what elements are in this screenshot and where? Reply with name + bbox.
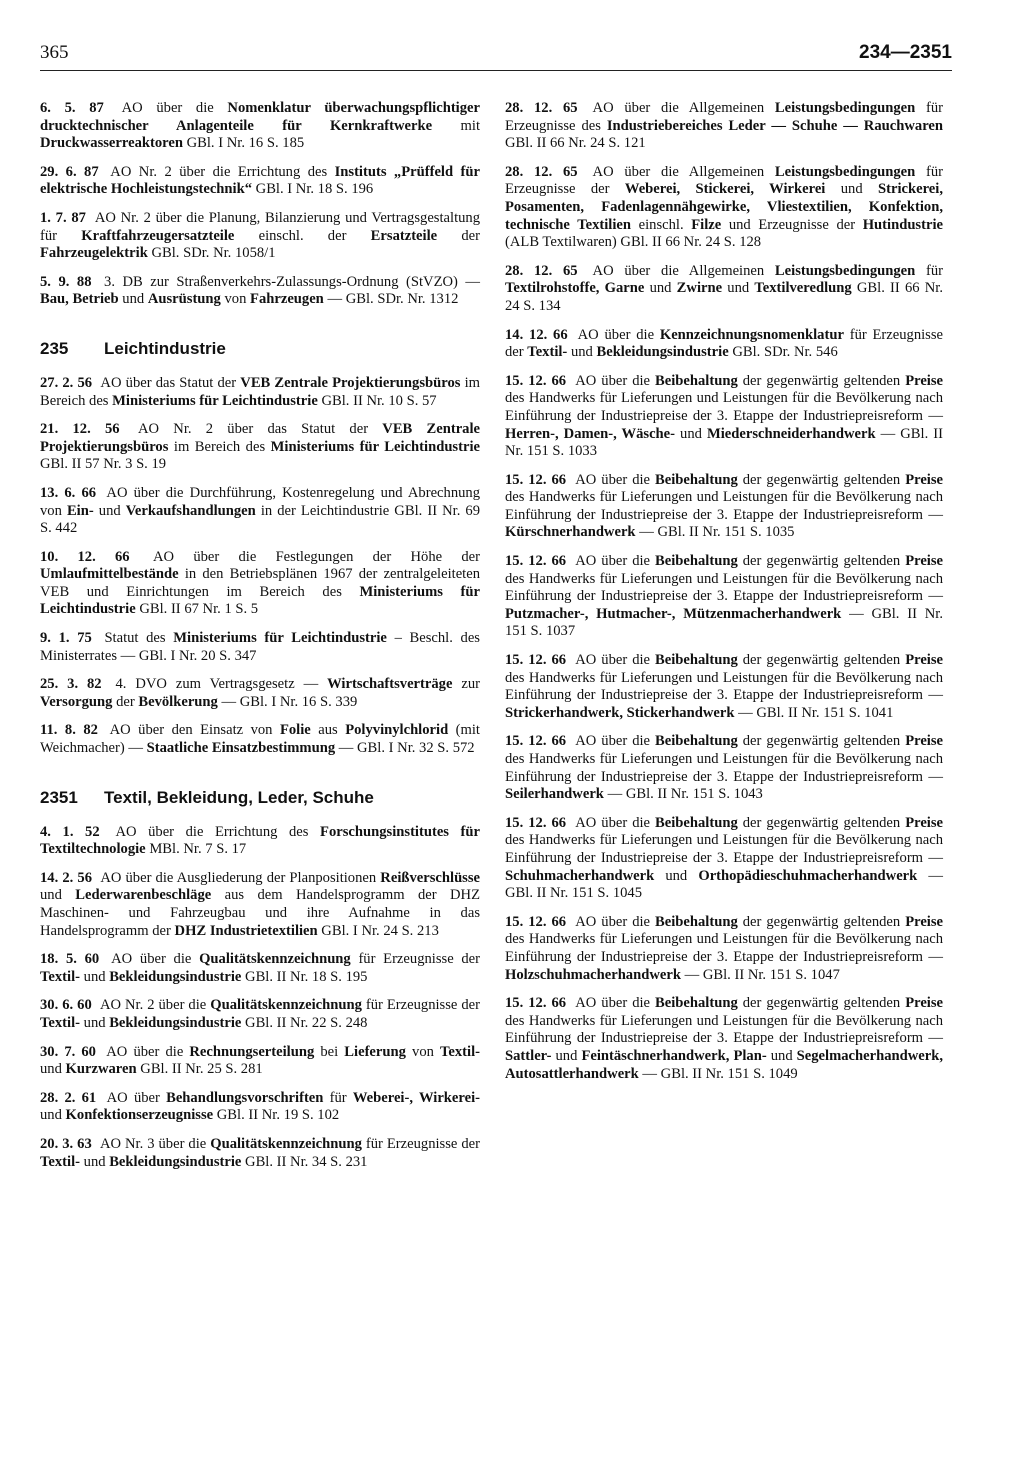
entry-date: 1. 7. 87	[40, 209, 86, 226]
entry-keyword: Beibehaltung	[655, 372, 738, 389]
entry-date: 11. 8. 82	[40, 722, 98, 739]
entry-keyword: Folie	[279, 722, 311, 739]
entry-keyword: Bekleidungsindustrie	[596, 344, 729, 361]
entry-text: — GBl. SDr. Nr. 1312	[323, 291, 459, 308]
entry-keyword: Textil-	[440, 1043, 480, 1060]
entry-text: des Handwerks für Lieferungen und Leistungen für die Bevölkerung nach Einführung der Industriepreise der 3. Etappe der Industriepreisreform —	[505, 931, 943, 965]
entry-text: einschl.	[631, 216, 692, 233]
entry-text: AO über das Statut der	[100, 374, 241, 391]
entry-keyword: Schuhmacherhandwerk	[505, 867, 655, 884]
entry-keyword: Orthopädieschuhmacherhandwerk	[698, 867, 918, 884]
entry-text: — GBl. II Nr. 151 S. 1035	[635, 524, 795, 541]
section-number: 2351	[40, 787, 78, 807]
entry-text: GBl. SDr. Nr. 546	[728, 344, 838, 361]
entry-text: — GBl. II Nr. 151 S. 1049	[638, 1065, 798, 1082]
entry-text: und	[551, 1047, 582, 1064]
entry-text: in der Leichtindustrie GBl. II Nr. 69 S. 442	[40, 502, 481, 537]
entry-text: AO über die	[111, 951, 200, 968]
entry-text: AO über die	[575, 553, 656, 570]
register-entry	[40, 1044, 480, 1079]
entry-date: 25. 3. 82	[40, 676, 102, 693]
entry-keyword: Segelmacherhandwerk, Autosattlerhandwerk	[505, 1047, 943, 1082]
entry-date: 15. 12. 66	[505, 471, 567, 488]
entry-keyword: Preise	[905, 372, 944, 389]
page-header	[40, 42, 952, 72]
entry-text: von	[220, 291, 251, 308]
section-code: 234—2351	[859, 42, 952, 63]
entry-text: der gegenwärtig geltenden	[737, 733, 906, 750]
entry-keyword: Textilveredlung	[754, 280, 852, 297]
section-title: Leichtindustrie	[104, 338, 226, 358]
entry-keyword: Filze	[691, 216, 722, 233]
entry-keyword: Textilrohstoffe, Garne	[505, 280, 645, 297]
entry-text: AO über	[106, 1089, 167, 1106]
entry-keyword: Bekleidungsindustrie	[109, 1153, 242, 1170]
entry-text: AO über die Allgemeinen	[592, 262, 775, 279]
entry-keyword: Industriebereiches Leder — Schuhe — Rauchwaren	[606, 117, 943, 134]
entry-text: — GBl. II Nr. 151 S. 1047	[680, 966, 840, 983]
entry-text: GBl. II 57 Nr. 3 S. 19	[40, 456, 167, 473]
entry-text: AO über den Einsatz von	[109, 722, 280, 739]
entry-keyword: Textil-	[40, 1014, 80, 1031]
entry-date: 29. 6. 87	[40, 163, 99, 180]
register-entry	[40, 997, 480, 1032]
register-entry	[40, 870, 480, 940]
entry-date: 15. 12. 66	[505, 733, 567, 750]
entry-text: AO über die Errichtung des	[115, 823, 321, 840]
register-entry	[40, 1090, 480, 1125]
entry-text: und	[567, 344, 597, 361]
entry-date: 21. 12. 56	[40, 421, 120, 438]
entry-text: — GBl. II Nr. 151 S. 1043	[603, 786, 763, 803]
entry-keyword: Bekleidungsindustrie	[109, 1014, 242, 1031]
entry-keyword: Preise	[905, 471, 944, 488]
entry-keyword: Qualitätskennzeichnung	[210, 997, 362, 1014]
section-heading	[40, 339, 480, 363]
entry-text: in den Betriebsplänen 1967 der zentralgeleiteten VEB und Einrichtungen im Bereich des	[40, 566, 480, 600]
entry-keyword: Ministeriums für Leichtindustrie	[112, 392, 318, 409]
entry-text: des Handwerks für Lieferungen und Leistungen für die Bevölkerung nach Einführung der Industriepreise der 3. Etappe der Industriepreisreform —	[505, 390, 943, 424]
entry-keyword: Bevölkerung	[138, 693, 218, 710]
entry-keyword: Hutindustrie	[862, 216, 943, 233]
register-entry	[505, 164, 943, 252]
entry-text: und	[40, 1107, 66, 1124]
register-entry	[505, 100, 943, 153]
entry-date: 15. 12. 66	[505, 814, 567, 831]
entry-text: AO über die	[121, 100, 228, 116]
entry-text: GBl. II 66 Nr. 24 S. 134	[505, 280, 944, 314]
register-entry	[505, 553, 943, 641]
entry-keyword: Ministeriums für Leichtindustrie	[173, 630, 387, 647]
entry-text: des Handwerks für Lieferungen und Leistungen für die Bevölkerung nach Einführung der Industriepreise der 3. Etappe der Industriepreisreform —	[505, 1012, 943, 1047]
entry-keyword: Beibehaltung	[655, 652, 738, 669]
entry-keyword: Bau, Betrieb	[40, 291, 119, 308]
entry-keyword: Lieferung	[344, 1043, 406, 1060]
entry-text: AO über die Festlegungen der Höhe der	[153, 548, 480, 565]
entry-text: AO über die	[575, 471, 656, 488]
entry-keyword: Druckwasserreaktoren	[40, 135, 183, 152]
entry-text: AO Nr. 2 über die Errichtung des	[110, 163, 335, 180]
entry-text: GBl. II Nr. 18 S. 195	[241, 968, 368, 985]
entry-text: des Handwerks für Lieferungen und Leistungen für die Bevölkerung nach Einführung der Industriepreise der 3. Etappe der Industriepreisreform —	[505, 489, 943, 523]
entry-date: 15. 12. 66	[505, 652, 567, 669]
entry-text: und	[80, 1014, 110, 1031]
register-entry	[40, 549, 480, 619]
entry-text: GBl. SDr. Nr. 1058/1	[147, 245, 276, 262]
entry-text: — GBl. I Nr. 16 S. 339	[217, 693, 358, 710]
register-entry	[505, 815, 943, 903]
register-entry	[40, 676, 480, 711]
entry-keyword: Feintäschnerhandwerk, Plan-	[581, 1047, 767, 1064]
register-entry	[505, 914, 943, 984]
section-number: 235	[40, 338, 69, 358]
entry-text: der gegenwärtig geltenden	[737, 372, 906, 389]
entry-text: — GBl. II Nr. 151 S. 1033	[505, 425, 943, 460]
entry-keyword: Lederwarenbeschläge	[75, 887, 212, 904]
entry-keyword: Textil-	[40, 968, 80, 985]
entry-date: 28. 2. 61	[40, 1089, 97, 1106]
entry-text: im Bereich des	[40, 374, 481, 409]
entry-keyword: Zwirne	[676, 280, 723, 297]
entry-keyword: Beibehaltung	[655, 733, 738, 750]
entry-keyword: Textil-	[40, 1153, 80, 1170]
entry-text: AO über die	[575, 733, 656, 750]
entry-keyword: Staatliche Einsatzbestimmung	[146, 740, 336, 757]
register-entry	[505, 327, 943, 362]
entry-text: für	[323, 1089, 353, 1106]
entry-keyword: Fahrzeugelektrik	[40, 245, 148, 262]
entry-keyword: Strickerei, Posamenten, Fadenlagennähgewirke, Vliestextilien, Konfektion, technische Textilien	[505, 181, 943, 233]
entry-date: 28. 12. 65	[505, 100, 578, 116]
entry-text: AO Nr. 2 über die Planung, Bilanzierung und Vertragsgestaltung für	[40, 209, 481, 244]
entry-keyword: Fahrzeugen	[250, 291, 324, 308]
entry-keyword: Konfektionserzeugnisse	[65, 1107, 214, 1124]
entry-date: 13. 6. 66	[40, 484, 97, 501]
entry-date: 30. 7. 60	[40, 1043, 96, 1060]
entry-keyword: Ministeriums für Leichtindustrie	[270, 438, 480, 455]
entry-text: des Handwerks für Lieferungen und Leistungen für die Bevölkerung nach Einführung der Industriepreise der 3. Etappe der Industriepreisreform —	[505, 669, 943, 704]
entry-keyword: Beibehaltung	[655, 814, 738, 831]
entry-keyword: Kennzeichnungsnomenklatur	[659, 326, 844, 343]
entry-text: aus	[310, 722, 346, 739]
entry-keyword: Putzmacher-, Hutmacher-, Mützenmacherhandwerk	[505, 605, 842, 622]
entry-date: 9. 1. 75	[40, 630, 92, 647]
entry-text: der gegenwärtig geltenden	[737, 913, 906, 930]
register-entry	[40, 274, 480, 309]
entry-text: AO über die Durchführung, Kostenregelung und Abrechnung von	[40, 484, 481, 519]
entry-date: 27. 2. 56	[40, 374, 93, 391]
entry-keyword: Qualitätskennzeichnung	[199, 951, 351, 968]
entry-date: 15. 12. 66	[505, 372, 567, 389]
entry-text: der gegenwärtig geltenden	[737, 471, 906, 488]
register-entry	[40, 1136, 480, 1171]
register-entry	[40, 100, 480, 153]
entry-keyword: Ein-	[66, 502, 94, 519]
section-heading	[40, 788, 480, 812]
entry-keyword: Beibehaltung	[655, 553, 738, 570]
entry-text: — GBl. II Nr. 151 S. 1041	[734, 704, 894, 721]
entry-text: MBl. Nr. 7 S. 17	[145, 841, 247, 858]
entry-text: der gegenwärtig geltenden	[737, 553, 906, 570]
entry-text: zur	[452, 676, 480, 693]
entry-date: 5. 9. 88	[40, 273, 92, 290]
entry-text: im Bereich des	[168, 438, 271, 455]
entry-text: AO über die	[575, 814, 656, 831]
left-column	[40, 100, 480, 1171]
entry-keyword: Preise	[905, 814, 944, 831]
entry-text: der	[112, 693, 139, 710]
entry-keyword: VEB Zentrale Projektierungsbüros	[240, 374, 461, 391]
entry-keyword: Textil-	[527, 344, 568, 361]
entry-text: AO über die Allgemeinen	[592, 163, 775, 180]
entry-keyword: Preise	[905, 995, 944, 1012]
entry-text: des Handwerks für Lieferungen und Leistungen für die Bevölkerung nach Einführung der Industriepreise der 3. Etappe der Industriepreisreform —	[505, 832, 943, 866]
entry-text: für Erzeugnisse des	[505, 100, 944, 134]
register-entry	[505, 995, 943, 1083]
register-entry	[40, 485, 480, 538]
entry-text: — GBl. II Nr. 151 S. 1037	[505, 605, 943, 640]
entry-text: und	[766, 1047, 797, 1064]
entry-text: (ALB Textilwaren) GBl. II 66 Nr. 24 S. 128	[505, 234, 762, 251]
register-entry	[505, 472, 943, 542]
entry-text: von	[405, 1043, 440, 1060]
entry-text: und Erzeugnisse der	[721, 216, 863, 233]
entry-text: und	[825, 181, 879, 198]
entry-text: und	[654, 867, 699, 884]
entry-text: AO über die	[575, 995, 656, 1012]
page-number: 365	[40, 42, 69, 63]
entry-text: für Erzeugnisse der	[350, 951, 481, 968]
entry-keyword: Kraftfahrzeugersatzteile	[81, 227, 235, 244]
entry-text: der gegenwärtig geltenden	[737, 995, 906, 1012]
entry-text: für Erzeugnisse der	[505, 163, 944, 198]
entry-text: GBl. I Nr. 24 S. 213	[317, 922, 439, 939]
right-column	[505, 100, 943, 1083]
entry-text: und	[722, 280, 755, 297]
entry-keyword: Polyvinylchlorid	[345, 722, 449, 739]
entry-date: 4. 1. 52	[40, 823, 100, 840]
entry-keyword: Ausrüstung	[147, 291, 221, 308]
register-entry	[505, 373, 943, 461]
entry-text: GBl. II 66 Nr. 24 S. 121	[505, 135, 646, 152]
entry-text: und	[93, 502, 126, 519]
entry-keyword: Versorgung	[40, 693, 113, 710]
entry-keyword: Kurzwaren	[65, 1061, 137, 1078]
register-entry	[40, 210, 480, 263]
entry-text: der gegenwärtig geltenden	[737, 814, 906, 831]
entry-text: und	[80, 1153, 110, 1170]
entry-text: – Beschl. des Ministerrates — GBl. I Nr. 20 S. 347	[40, 630, 480, 664]
entry-keyword: Leistungsbedingungen	[774, 100, 916, 116]
entry-date: 15. 12. 66	[505, 913, 567, 930]
entry-text: AO über die	[575, 652, 656, 669]
entry-text: AO über die	[575, 913, 656, 930]
entry-keyword: Verkaufshandlungen	[125, 502, 256, 519]
entry-keyword: Preise	[905, 553, 944, 570]
entry-keyword: Preise	[905, 913, 944, 930]
entry-text: der gegenwärtig geltenden	[737, 652, 906, 669]
entry-text: für	[915, 262, 944, 279]
entry-keyword: Beibehaltung	[655, 913, 738, 930]
entry-date: 15. 12. 66	[505, 553, 567, 570]
entry-text: GBl. II Nr. 25 S. 281	[136, 1061, 263, 1078]
entry-keyword: Holzschuhmacherhandwerk	[505, 966, 681, 983]
entry-text: und	[40, 1061, 66, 1078]
entry-date: 15. 12. 66	[505, 995, 567, 1012]
entry-keyword: Beibehaltung	[655, 471, 738, 488]
section-title: Textil, Bekleidung, Leder, Schuhe	[104, 787, 374, 807]
entry-date: 14. 12. 66	[505, 326, 568, 343]
entry-keyword: Ersatzteile	[370, 227, 438, 244]
entry-text: Statut des	[104, 630, 174, 647]
entry-keyword: Bekleidungsindustrie	[109, 968, 242, 985]
entry-date: 28. 12. 65	[505, 163, 578, 180]
entry-keyword: Leistungsbedingungen	[774, 163, 916, 180]
entry-date: 6. 5. 87	[40, 100, 104, 116]
entry-keyword: Ministeriums für Leichtindustrie	[40, 583, 480, 618]
register-entry	[505, 263, 943, 316]
entry-keyword: Herren-, Damen-, Wäsche-	[505, 425, 676, 442]
entry-keyword: Umlaufmittelbestände	[40, 566, 179, 583]
entry-text: 3. DB zur Straßenverkehrs-Zulassungs-Ordnung (StVZO) —	[104, 273, 481, 290]
register-entry	[40, 375, 480, 410]
entry-keyword: Rechnungserteilung	[189, 1043, 315, 1060]
entry-date: 20. 3. 63	[40, 1135, 92, 1152]
entry-text: einschl. der	[234, 227, 371, 244]
entry-text: — GBl. II Nr. 151 S. 1045	[505, 867, 943, 902]
entry-keyword: Qualitätskennzeichnung	[210, 1135, 362, 1152]
register-entry	[505, 733, 943, 803]
entry-text: GBl. II Nr. 22 S. 248	[241, 1014, 368, 1031]
entry-text: der	[437, 227, 480, 244]
register-entry	[40, 951, 480, 986]
entry-keyword: Nomenklatur überwachungspflichtiger drucktechnischer Anlagenteile für Kernkraftwerke	[40, 100, 480, 134]
entry-text: GBl. II Nr. 19 S. 102	[213, 1107, 340, 1124]
entry-date: 14. 2. 56	[40, 869, 92, 886]
register-entry	[40, 421, 480, 474]
entry-keyword: Miederschneiderhandwerk	[706, 425, 876, 442]
entry-keyword: Weberei-, Wirkerei-	[352, 1089, 481, 1106]
entry-text: bei	[314, 1043, 345, 1060]
entry-text: für Erzeugnisse der	[361, 1135, 481, 1152]
entry-text: und	[675, 425, 707, 442]
entry-keyword: Seilerhandwerk	[505, 786, 604, 803]
entry-text: AO Nr. 2 über das Statut der	[137, 421, 383, 438]
entry-keyword: Weberei, Stickerei, Wirkerei	[624, 181, 826, 198]
entry-text: GBl. I Nr. 18 S. 196	[252, 181, 374, 198]
entry-keyword: DHZ Industrietextilien	[174, 922, 318, 939]
entry-keyword: Leistungsbedingungen	[774, 262, 916, 279]
entry-text: AO über die	[106, 1043, 190, 1060]
entry-text: des Handwerks für Lieferungen und Leistungen für die Bevölkerung nach Einführung der Industriepreise der 3. Etappe der Industriepreisreform —	[505, 751, 943, 785]
entry-text: und	[644, 280, 677, 297]
entry-text: GBl. II Nr. 34 S. 231	[241, 1153, 368, 1170]
entry-text: AO über die	[577, 326, 660, 343]
entry-text: des Handwerks für Lieferungen und Leistungen für die Bevölkerung nach Einführung der Industriepreise der 3. Etappe der Industriepreisreform —	[505, 570, 943, 605]
entry-keyword: Behandlungsvorschriften	[166, 1089, 324, 1106]
entry-text: GBl. II Nr. 10 S. 57	[317, 392, 437, 409]
header-rule	[40, 70, 952, 71]
entry-keyword: Wirtschaftsverträge	[327, 676, 453, 693]
register-entry	[40, 824, 480, 859]
entry-keyword: Beibehaltung	[655, 995, 738, 1012]
entry-text: und	[40, 887, 76, 904]
entry-date: 30. 6. 60	[40, 997, 92, 1014]
entry-keyword: Preise	[905, 733, 944, 750]
entry-text: AO Nr. 3 über die	[99, 1135, 211, 1152]
entry-text: (mit Weichmacher) —	[40, 722, 480, 757]
register-entry	[40, 164, 480, 199]
entry-text: AO Nr. 2 über die	[99, 997, 211, 1014]
entry-keyword: Reißverschlüsse	[380, 869, 481, 886]
entry-text: — GBl. I Nr. 32 S. 572	[335, 740, 475, 757]
entry-text: für Erzeugnisse der	[361, 997, 481, 1014]
entry-keyword: Instituts „Prüffeld für elektrische Hochleistungstechnik“	[40, 163, 480, 198]
register-entry	[505, 652, 943, 722]
entry-text: und	[80, 968, 110, 985]
entry-text: AO über die Allgemeinen	[592, 100, 775, 116]
entry-text: für Erzeugnisse der	[505, 326, 944, 361]
entry-text: aus dem Handelsprogramm der DHZ Maschinen- und Fahrzeugbau und ihre Aufnahme in das Handelsprogramm der	[40, 887, 481, 939]
entry-keyword: Strickerhandwerk, Stickerhandwerk	[505, 704, 735, 721]
entry-keyword: Kürschnerhandwerk	[505, 524, 636, 541]
entry-date: 28. 12. 65	[505, 262, 578, 279]
entry-date: 10. 12. 66	[40, 548, 130, 565]
entry-keyword: Preise	[905, 652, 944, 669]
entry-text: GBl. II 67 Nr. 1 S. 5	[135, 601, 259, 618]
entry-keyword: Sattler-	[505, 1047, 552, 1064]
entry-text: mit	[432, 117, 480, 134]
register-entry	[40, 722, 480, 757]
entry-text: GBl. I Nr. 16 S. 185	[182, 135, 305, 152]
entry-text: und	[118, 291, 148, 308]
entry-keyword: VEB Zentrale Projektierungsbüros	[40, 421, 481, 455]
register-entry	[40, 630, 480, 665]
entry-date: 18. 5. 60	[40, 951, 100, 968]
entry-keyword: Forschungsinstitutes für Textiltechnologie	[40, 823, 481, 858]
entry-text: 4. DVO zum Vertragsgesetz —	[115, 676, 328, 693]
entry-text: AO über die Ausgliederung der Planpositionen	[100, 869, 381, 886]
entry-text: AO über die	[575, 372, 656, 389]
